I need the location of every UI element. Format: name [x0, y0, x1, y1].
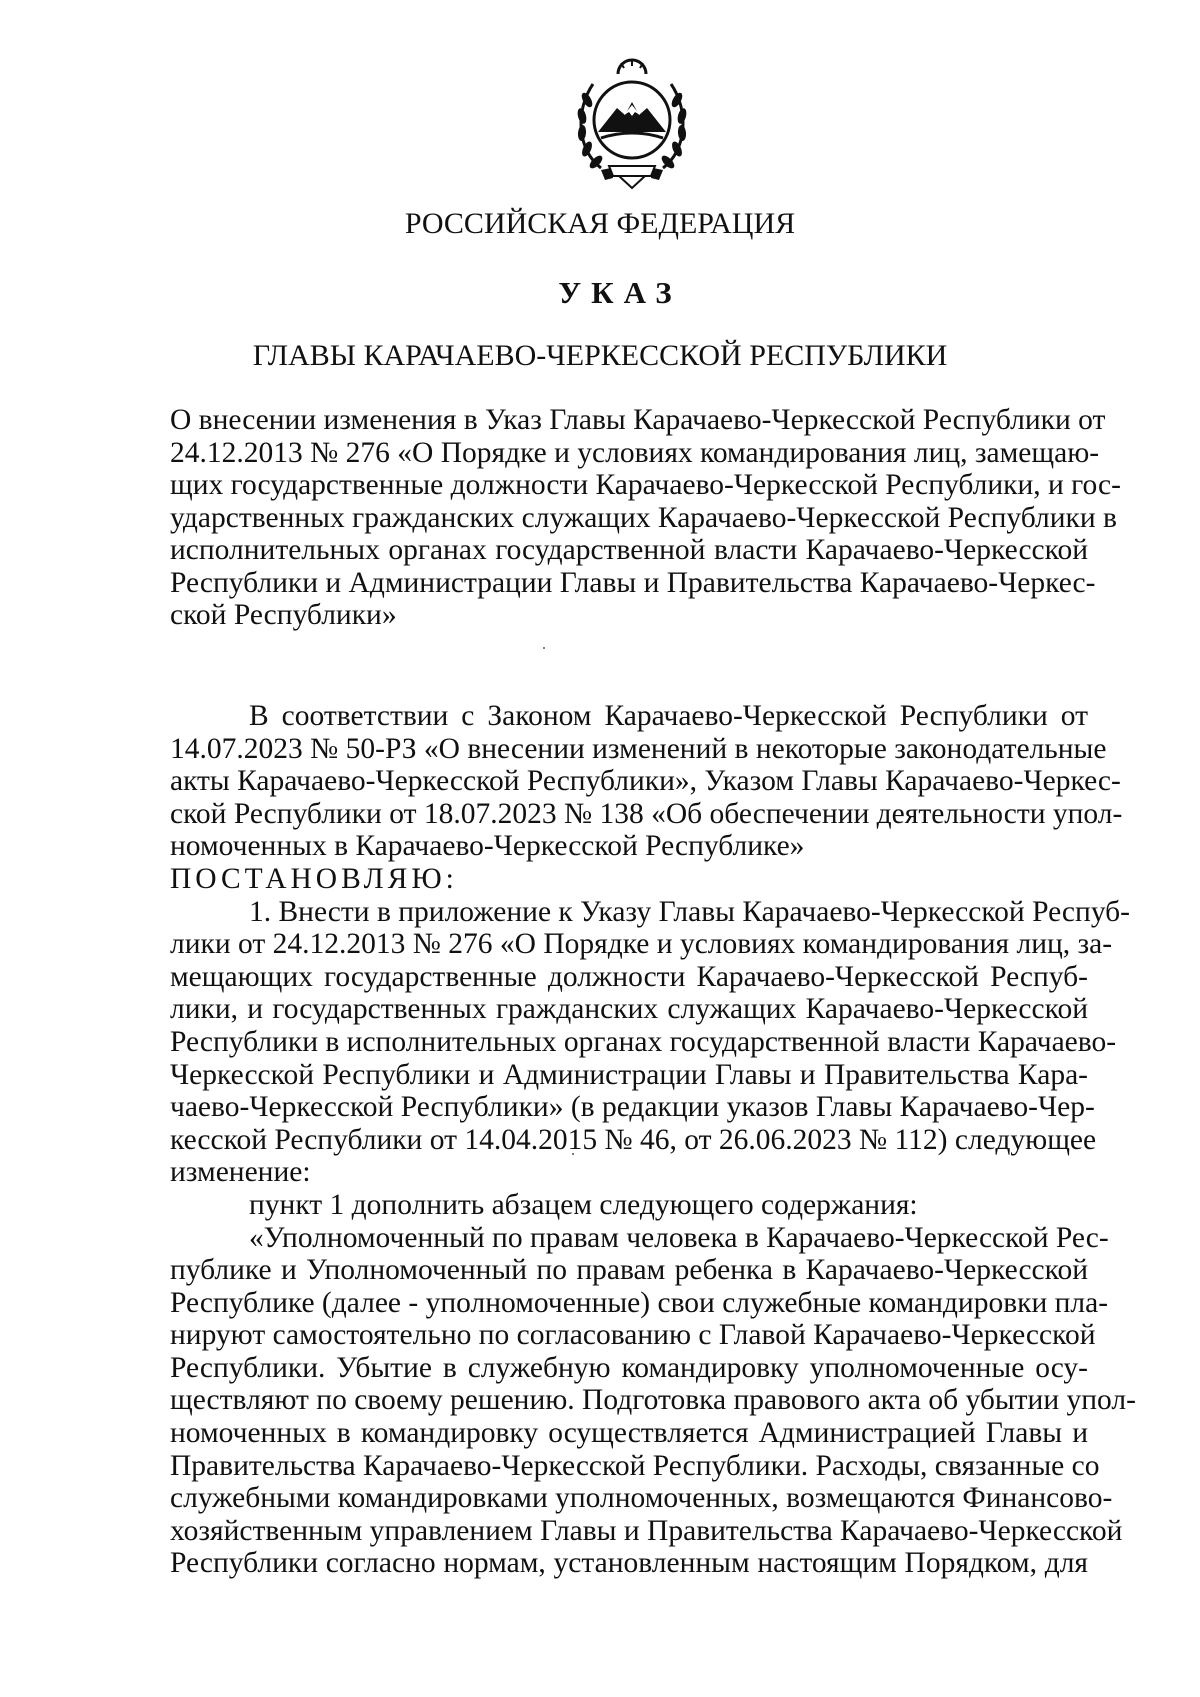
preamble-line: 14.07.2023 № 50-РЗ «О внесении изменений в некоторые законодательные: [170, 732, 1107, 765]
preamble-line: номоченных в Карачаево-Черкесской Республике»: [170, 830, 805, 863]
preamble-line: акты Карачаево-Черкесской Республики», Указом Главы Карачаево-Черкес-: [170, 765, 1121, 798]
title-line: щих государственные должности Карачаево-Черкесской Республики, и гос-: [170, 469, 1121, 501]
title-line: Республики и Администрации Главы и Правительства Карачаево-Черкес-: [170, 566, 1096, 599]
quote-line: ществляют по своему решению. Подготовка правового акта об убытии упол-: [170, 1384, 1136, 1417]
quote-line: «Уполномоченный по правам человека в Карачаево-Черкесской Рес-: [249, 1221, 1109, 1254]
quote-line: Республики согласно нормам, установленным настоящим Порядком, для: [170, 1547, 1088, 1580]
quote-line: нируют самостоятельно по согласованию с Главой Карачаево-Черкесской: [170, 1319, 1096, 1352]
title-line: ударственных гражданских служащих Карачаево-Черкесской Республики в: [170, 501, 1117, 534]
resolve-word: ПОСТАНОВЛЯЮ:: [170, 862, 458, 895]
decree-body: [170, 700, 1136, 1580]
quote-line: Правительства Карачаево-Черкесской Республики. Расходы, связанные со: [170, 1449, 1100, 1482]
coat-of-arms-icon: [571, 58, 693, 192]
preamble-line: ской Республики от 18.07.2023 № 138 «Об обеспечении деятельности упол-: [170, 797, 1123, 830]
item1-line: изменение:: [170, 1156, 311, 1189]
quote-line: служебными командировками уполномоченных, возмещаются Финансово-: [170, 1482, 1113, 1515]
title-line: ской Республики»: [170, 599, 397, 631]
title-line: исполнительных органах государственной власти Карачаево-Черкесской: [170, 534, 1088, 566]
quote-line: публике и Уполномоченный по правам ребенка в Карачаево-Черкесской: [170, 1254, 1088, 1287]
quote-line: Республике (далее - уполномоченные) свои служебные командировки пла-: [170, 1286, 1109, 1319]
preamble-line: В соответствии с Законом Карачаево-Черкесской Республики от: [249, 700, 1088, 732]
issuing-authority-heading: ГЛАВЫ КАРАЧАЕВО-ЧЕРКЕССКОЙ РЕСПУБЛИКИ: [252, 339, 948, 372]
item1-line: Черкесской Республики и Администрации Главы и Правительства Кара-: [170, 1058, 1088, 1091]
quote-line: хозяйственным управлением Главы и Правительства Карачаево-Черкесской: [170, 1514, 1123, 1547]
decree-title: [170, 404, 1121, 632]
quote-line: номоченных в командировку осуществляется Администрацией Главы и: [170, 1417, 1088, 1450]
item1-line: лики, и государственных гражданских служащих Карачаево-Черкесской: [170, 993, 1088, 1026]
item1-line: кесской Республики от 14.04.2015 № 46, от 26.06.2023 № 112) следующее: [170, 1123, 1097, 1156]
scan-speck: [543, 647, 545, 649]
country-heading: РОССИЙСКАЯ ФЕДЕРАЦИЯ: [404, 207, 796, 240]
quote-line: Республики. Убытие в служебную командировку уполномоченные осу-: [170, 1351, 1088, 1384]
item1-line: мещающих государственные должности Карачаево-Черкесской Респуб-: [170, 960, 1088, 993]
item1-line: чаево-Черкесской Республики» (в редакции указов Главы Карачаево-Чер-: [170, 1091, 1095, 1124]
title-line: 24.12.2013 № 276 «О Порядке и условиях командирования лиц, замещаю-: [170, 436, 1100, 469]
item1-line: Республики в исполнительных органах государственной власти Карачаево-: [170, 1025, 1117, 1058]
point-line: пункт 1 дополнить абзацем следующего содержания:: [249, 1188, 918, 1221]
item1-line: 1. Внести в приложение к Указу Главы Карачаево-Черкесской Респуб-: [249, 895, 1131, 928]
item1-line: лики от 24.12.2013 № 276 «О Порядке и условиях командирования лиц, за-: [170, 928, 1113, 961]
title-line: О внесении изменения в Указ Главы Карачаево-Черкесской Республики от: [170, 404, 1106, 436]
decree-type-heading: УКАЗ: [558, 275, 682, 310]
